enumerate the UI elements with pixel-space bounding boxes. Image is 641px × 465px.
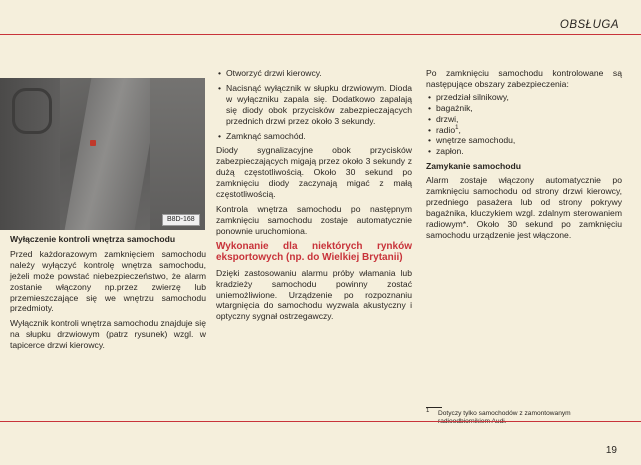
list-item-interior: • wnętrze samochodu,: [426, 135, 622, 146]
footnote-mark: 1: [426, 408, 430, 414]
paragraph-alarm-activation: Alarm zostaje włączony automatycznie po zamknięciu samochodu od strony drzwi kierowcy, przedniego pasażera lub od strony pokrywy bagażnika, kluczykiem wzgl. zdalnym sterowaniem radiowym*. Około 30 sekund po zamknięciu samochodu urządzenie jest włączone.: [426, 175, 622, 240]
list-item-radio: [426, 125, 622, 136]
footer-rule: [0, 421, 641, 422]
figure-code: B8D-168: [162, 214, 200, 226]
heading-locking: Zamykanie samochodu: [426, 161, 522, 172]
door-panel-shape: [150, 78, 205, 230]
switch-led-icon: [90, 140, 96, 146]
list-item-engine: • przedział silnikowy,: [426, 92, 622, 103]
paragraph-switch-location: Wyłącznik kontroli wnętrza samochodu znajduje się na słupku drzwiowym (patrz rysunek) wzgl. w tapicerce drzwi kierowcy.: [10, 318, 206, 351]
radio-suffix: ,: [458, 124, 461, 135]
door-handle-shape: [12, 88, 52, 134]
footnote: [426, 410, 622, 426]
paragraph-monitored-areas: Po zamknięciu samochodu kontrolowane są następujące obszary zabezpieczenia:: [426, 68, 622, 89]
step-open-door: • Otworzyć drzwi kierowcy.: [216, 68, 412, 79]
paragraph-before-locking: Przed każdorazowym zamknięciem samochodu należy wyłączyć kontrolę wnętrza samochodu, jeżeli może powstać niebezpieczeństwo, że alarm zostanie włączony np.przez zwierzę lub przemieszczające się we wnętrzu samochodu przedmioty.: [10, 248, 206, 314]
list-item-trunk: • bagażnik,: [426, 103, 622, 114]
page-number: 19: [605, 445, 617, 456]
header-rule: [0, 34, 641, 35]
step-press-switch: • Nacisnąć wyłącznik w słupku drzwiowym. Dioda w wyłączniku zapala się. Dodatkowo zapalają się diody obok przycisków zabezpieczających przednich drzwi przez około 3 sekundy.: [216, 83, 412, 127]
list-item-doors: • drzwi,: [426, 114, 622, 125]
heading-interior-monitoring: Wyłączenie kontroli wnętrza samochodu: [10, 234, 176, 244]
column-middle: [216, 68, 412, 322]
section-title: OBSŁUGA: [556, 20, 619, 31]
paragraph-auto-restart: Kontrola wnętrza samochodu po następnym zamknięciu samochodu zostaje automatycznie ponownie uruchomiona.: [216, 203, 412, 236]
step-lock-car: • Zamknąć samochód.: [216, 131, 412, 142]
paragraph-alarm-purpose: Dzięki zastosowaniu alarmu próby włamania lub kradzieży samochodu powinny zostać uniemożliwione. Urządzenie po rozpoznaniu wtargnięcia do samochodu wyzwala akustyczny i optyczny sygnał ostrzegawczy.: [216, 267, 412, 322]
footnote-text: Dotyczy tylko samochodów z zamontowanym: [438, 410, 571, 417]
door-pillar-photo: [0, 78, 205, 230]
radio-footnote-mark: 1: [455, 124, 459, 131]
list-item-ignition: • zapłon.: [426, 146, 622, 157]
door-pillar-shape: [65, 78, 162, 230]
column-left: [10, 234, 206, 351]
paragraph-led-signal: Diody sygnalizacyjne obok przycisków zabezpieczających migają przez około 3 sekundy z dużą częstotliwością. Około 30 sekund po zamknięciu diody zaczynają migać z małą częstotliwością.: [216, 145, 412, 200]
radio-label: radio: [436, 124, 456, 135]
heading-export-markets: Wykonanie dla niektórych rynków eksportowych (np. do Wielkiej Brytanii): [216, 240, 412, 264]
column-right: [426, 68, 622, 241]
